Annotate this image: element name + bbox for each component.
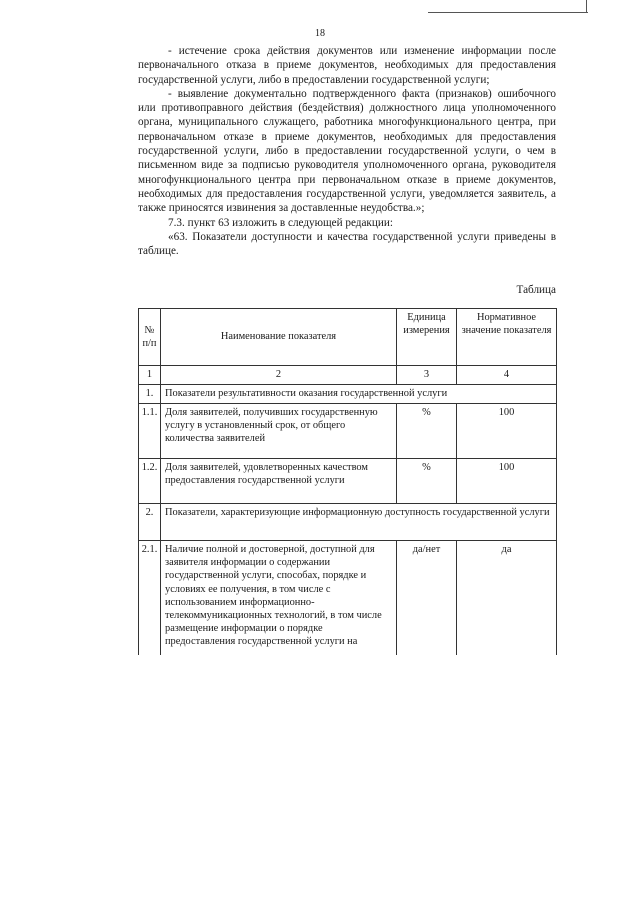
paragraph-1: - истечение срока действия документов или изменение информации после первоначального отказа в приеме документов, необходимых для предоставления государственной услуги, либо в предоставлении государственной услуги; (138, 45, 556, 86)
table-row (139, 404, 557, 459)
indicator-name: Наличие полной и достоверной, доступной для заявителя информации о содержании государственной услуги, способах, порядке и условиях ее получения, в том числе с использованием информационно-телекоммуникационных технологий, в том числе размещение информации о порядке предоставления государственной услуги на (161, 541, 397, 656)
row-number: 1. (139, 385, 161, 404)
column-number: 3 (397, 366, 457, 385)
header-indicator-name: Наименование показателя (161, 309, 397, 366)
row-number: 2.1. (139, 541, 161, 656)
indicator-unit: % (397, 459, 457, 504)
header-unit: Единица измерения (397, 309, 457, 366)
indicator-name: Доля заявителей, удовлетворенных качеством предоставления государственной услуги (161, 459, 397, 504)
column-number: 1 (139, 366, 161, 385)
paragraph-3: 7.3. пункт 63 изложить в следующей редакции: (168, 216, 393, 229)
indicator-unit: % (397, 404, 457, 459)
section-title: Показатели результативности оказания государственной услуги (161, 385, 557, 404)
indicator-unit: да/нет (397, 541, 457, 656)
indicator-value: да (457, 541, 557, 656)
column-number: 4 (457, 366, 557, 385)
row-number: 2. (139, 504, 161, 541)
table-section-row (139, 504, 557, 541)
page-number: 18 (315, 28, 325, 39)
row-number: 1.2. (139, 459, 161, 504)
paragraph-4: «63. Показатели доступности и качества государственной услуги приведены в таблице. (138, 230, 556, 258)
section-title: Показатели, характеризующие информационную доступность государственной услуги (161, 504, 557, 541)
scan-corner-line-vertical (586, 0, 587, 13)
scan-corner-line (428, 12, 588, 13)
column-number: 2 (161, 366, 397, 385)
indicator-value: 100 (457, 459, 557, 504)
table-caption: Таблица (516, 284, 556, 296)
table-header-row (139, 309, 557, 366)
row-number: 1.1. (139, 404, 161, 459)
table-row (139, 459, 557, 504)
column-numbers-row (139, 366, 557, 385)
document-body (138, 44, 556, 258)
table-section-row (139, 385, 557, 404)
header-normative-value: Нормативное значение показателя (457, 309, 557, 366)
header-number: № п/п (139, 309, 161, 366)
table-row (139, 541, 557, 656)
indicator-value: 100 (457, 404, 557, 459)
indicator-name: Доля заявителей, получивших государственную услугу в установленный срок, от общего количества заявителей (161, 404, 397, 459)
paragraph-2: - выявление документально подтвержденного факта (признаков) ошибочного или противоправного действия (бездействия) должностного лица уполномоченного органа, муниципального служащего, работника многофункционального центра, при первоначальном отказе в приеме документов, необходимых для предоставления государственной услуги, либо в предоставлении государственной услуги, о чем в письменном виде за подписью руководителя уполномоченного органа, руководителя многофункционального центра при первоначальном отказе в приеме документов, необходимых для предоставления государственной услуги, уведомляется заявитель, а также приносятся извинения за доставленные неудобства.»; (138, 87, 556, 215)
indicators-table (138, 308, 557, 655)
